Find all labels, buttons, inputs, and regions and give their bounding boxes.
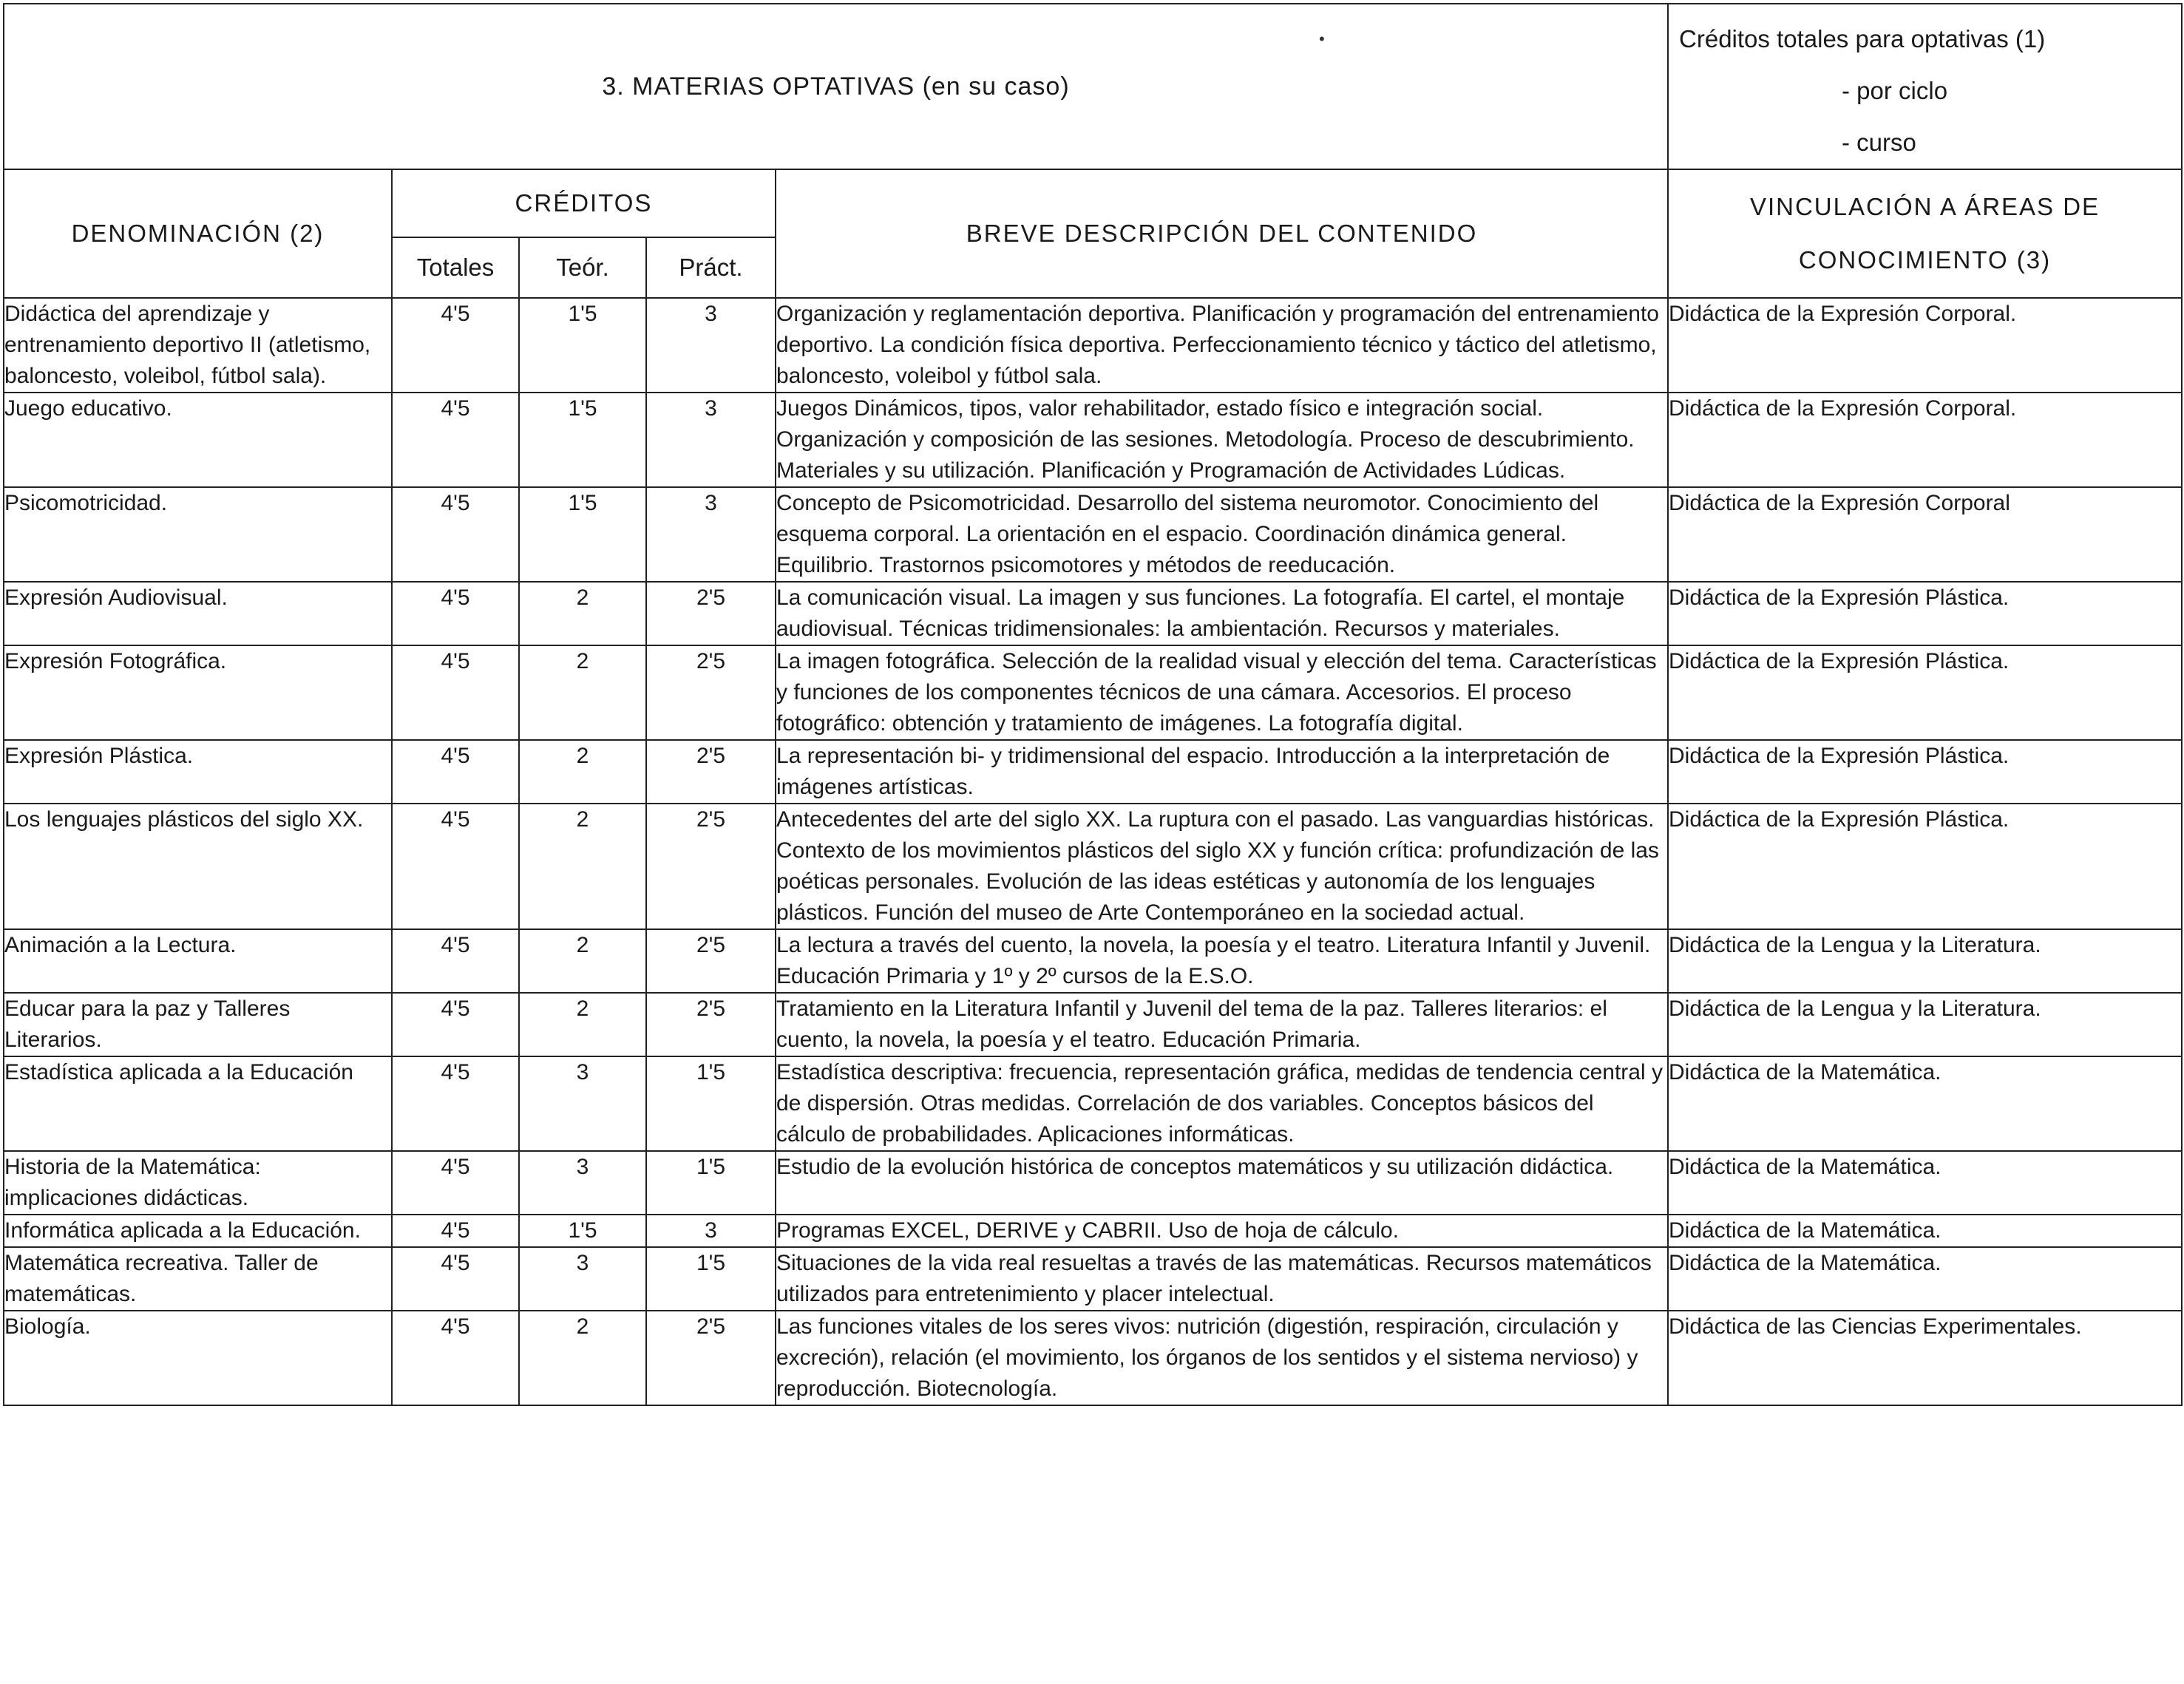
knowledge-area: Didáctica de la Expresión Plástica. (1668, 804, 2182, 929)
subject-description: La lectura a través del cuento, la novela, la poesía y el teatro. Literatura Infantil y Juvenil. Educación Primaria y 1º y 2º cursos de la E.S.O. (776, 929, 1668, 993)
subject-name: Expresión Audiovisual. (4, 582, 392, 645)
table-row (4, 393, 2182, 487)
knowledge-area: Didáctica de la Expresión Corporal. (1668, 393, 2182, 487)
table-row (4, 804, 2182, 929)
credits-total: 4'5 (392, 1247, 519, 1311)
knowledge-area: Didáctica de la Matemática. (1668, 1247, 2182, 1311)
table-row (4, 1215, 2182, 1247)
credits-theory: 1'5 (519, 487, 646, 582)
credits-total: 4'5 (392, 740, 519, 804)
table-row (4, 298, 2182, 393)
subject-name: Expresión Fotográfica. (4, 645, 392, 740)
header-teor: Teór. (519, 237, 646, 298)
credits-theory: 2 (519, 740, 646, 804)
table-row (4, 487, 2182, 582)
table-row (4, 1151, 2182, 1215)
credits-practice: 3 (646, 1215, 776, 1247)
subject-description: Juegos Dinámicos, tipos, valor rehabilitador, estado físico e integración social. Organización y composición de las sesiones. Metodología. Proceso de descubrimiento. Materiales y su utilización. Planificación y Programación de Actividades Lúdicas. (776, 393, 1668, 487)
credits-practice: 2'5 (646, 645, 776, 740)
table-row (4, 645, 2182, 740)
table-row (4, 1247, 2182, 1311)
subject-description: La comunicación visual. La imagen y sus funciones. La fotografía. El cartel, el montaje audiovisual. Técnicas tridimensionales: la ambientación. Recursos y materiales. (776, 582, 1668, 645)
subject-name: Educar para la paz y Talleres Literarios. (4, 993, 392, 1056)
section-title-text: 3. MATERIAS OPTATIVAS (en su caso) (602, 72, 1070, 101)
subject-name: Los lenguajes plásticos del siglo XX. (4, 804, 392, 929)
credits-practice: 2'5 (646, 582, 776, 645)
subject-name: Informática aplicada a la Educación. (4, 1215, 392, 1247)
credits-theory: 1'5 (519, 393, 646, 487)
header-totales: Totales (392, 237, 519, 298)
credits-theory: 1'5 (519, 1215, 646, 1247)
credits-theory: 3 (519, 1056, 646, 1151)
credits-total: 4'5 (392, 645, 519, 740)
subject-name: Psicomotricidad. (4, 487, 392, 582)
knowledge-area: Didáctica de la Expresión Corporal. (1668, 298, 2182, 393)
total-credits-box (1668, 4, 2182, 169)
credits-total: 4'5 (392, 393, 519, 487)
credits-theory: 1'5 (519, 298, 646, 393)
knowledge-area: Didáctica de la Matemática. (1668, 1151, 2182, 1215)
subject-name: Animación a la Lectura. (4, 929, 392, 993)
credits-practice: 3 (646, 393, 776, 487)
scan-mark: • (1319, 30, 1325, 48)
credits-theory: 2 (519, 1311, 646, 1405)
knowledge-area: Didáctica de la Expresión Plástica. (1668, 645, 2182, 740)
header-vinculacion (1668, 169, 2182, 298)
knowledge-area: Didáctica de la Lengua y la Literatura. (1668, 993, 2182, 1056)
credits-practice: 2'5 (646, 1311, 776, 1405)
credits-total: 4'5 (392, 929, 519, 993)
credits-practice: 3 (646, 298, 776, 393)
subject-description: La representación bi- y tridimensional del espacio. Introducción a la interpretación de imágenes artísticas. (776, 740, 1668, 804)
credits-practice: 1'5 (646, 1056, 776, 1151)
per-cycle-label: - por ciclo (1842, 77, 1948, 104)
subject-name: Juego educativo. (4, 393, 392, 487)
credits-total: 4'5 (392, 582, 519, 645)
table-row (4, 1311, 2182, 1405)
header-creditos: CRÉDITOS (392, 169, 776, 237)
header-vinculacion-line2: CONOCIMIENTO (3) (1798, 246, 2052, 274)
subject-description: Las funciones vitales de los seres vivos: nutrición (digestión, respiración, circulación y excreción), relación (el movimiento, los órganos de los sentidos y el sistema nervioso) y reproducción. Biotecnología. (776, 1311, 1668, 1405)
credits-theory: 2 (519, 929, 646, 993)
subject-name: Historia de la Matemática: implicaciones didácticas. (4, 1151, 392, 1215)
credits-practice: 1'5 (646, 1151, 776, 1215)
total-credits-label: Créditos totales para optativas (1) (1679, 25, 2046, 52)
credits-practice: 2'5 (646, 804, 776, 929)
subject-description: Programas EXCEL, DERIVE y CABRII. Uso de hoja de cálculo. (776, 1215, 1668, 1247)
credits-total: 4'5 (392, 1151, 519, 1215)
credits-theory: 2 (519, 804, 646, 929)
optional-subjects-table (3, 3, 2183, 1406)
table-row (4, 929, 2182, 993)
credits-theory: 2 (519, 645, 646, 740)
table-row (4, 582, 2182, 645)
subject-description: Antecedentes del arte del siglo XX. La ruptura con el pasado. Las vanguardias históricas. Contexto de los movimientos plásticos del siglo XX y función crítica: profundización de las poéticas personales. Evolución de las ideas estéticas y autonomía de los lenguajes plásticos. Función del museo de Arte Contemporáneo en la sociedad actual. (776, 804, 1668, 929)
credits-total: 4'5 (392, 298, 519, 393)
credits-total: 4'5 (392, 1215, 519, 1247)
subject-description: Concepto de Psicomotricidad. Desarrollo del sistema neuromotor. Conocimiento del esquema corporal. La orientación en el espacio. Coordinación dinámica general. Equilibrio. Trastornos psicomotores y métodos de reeducación. (776, 487, 1668, 582)
subject-description: La imagen fotográfica. Selección de la realidad visual y elección del tema. Características y funciones de los componentes técnicos de una cámara. Accesorios. El proceso fotográfico: obtención y tratamiento de imágenes. La fotografía digital. (776, 645, 1668, 740)
knowledge-area: Didáctica de la Expresión Plástica. (1668, 582, 2182, 645)
knowledge-area: Didáctica de la Matemática. (1668, 1215, 2182, 1247)
knowledge-area: Didáctica de la Matemática. (1668, 1056, 2182, 1151)
credits-theory: 3 (519, 1151, 646, 1215)
subject-description: Estadística descriptiva: frecuencia, representación gráfica, medidas de tendencia central y de dispersión. Otras medidas. Correlación de dos variables. Conceptos básicos del cálculo de probabilidades. Aplicaciones informáticas. (776, 1056, 1668, 1151)
header-pract: Práct. (646, 237, 776, 298)
credits-theory: 2 (519, 582, 646, 645)
knowledge-area: Didáctica de la Expresión Corporal (1668, 487, 2182, 582)
table-row (4, 993, 2182, 1056)
subject-name: Matemática recreativa. Taller de matemáticas. (4, 1247, 392, 1311)
table-row (4, 1056, 2182, 1151)
credits-total: 4'5 (392, 487, 519, 582)
per-course-label: - curso (1842, 129, 1916, 156)
table-row (4, 740, 2182, 804)
subject-description: Situaciones de la vida real resueltas a través de las matemáticas. Recursos matemáticos utilizados para entretenimiento y placer intelectual. (776, 1247, 1668, 1311)
credits-practice: 2'5 (646, 929, 776, 993)
knowledge-area: Didáctica de la Expresión Plástica. (1668, 740, 2182, 804)
subject-name: Estadística aplicada a la Educación (4, 1056, 392, 1151)
credits-practice: 2'5 (646, 993, 776, 1056)
knowledge-area: Didáctica de la Lengua y la Literatura. (1668, 929, 2182, 993)
credits-total: 4'5 (392, 1311, 519, 1405)
header-vinculacion-line1: VINCULACIÓN A ÁREAS DE (1749, 193, 2100, 220)
credits-total: 4'5 (392, 804, 519, 929)
header-descripcion: BREVE DESCRIPCIÓN DEL CONTENIDO (776, 169, 1668, 298)
credits-total: 4'5 (392, 1056, 519, 1151)
credits-theory: 2 (519, 993, 646, 1056)
subject-name: Biología. (4, 1311, 392, 1405)
title-row (4, 4, 2182, 169)
knowledge-area: Didáctica de las Ciencias Experimentales. (1668, 1311, 2182, 1405)
subject-description: Tratamiento en la Literatura Infantil y Juvenil del tema de la paz. Talleres literarios: el cuento, la novela, la poesía y el teatro. Educación Primaria. (776, 993, 1668, 1056)
subject-name: Didáctica del aprendizaje y entrenamiento deportivo II (atletismo, baloncesto, voleibol, fútbol sala). (4, 298, 392, 393)
subject-description: Organización y reglamentación deportiva. Planificación y programación del entrenamiento deportivo. La condición física deportiva. Perfeccionamiento técnico y táctico del atletismo, baloncesto, voleibol y fútbol sala. (776, 298, 1668, 393)
section-title (4, 4, 1668, 169)
credits-practice: 2'5 (646, 740, 776, 804)
credits-practice: 3 (646, 487, 776, 582)
credits-practice: 1'5 (646, 1247, 776, 1311)
credits-total: 4'5 (392, 993, 519, 1056)
header-denominacion: DENOMINACIÓN (2) (4, 169, 392, 298)
column-header-row (4, 169, 2182, 237)
credits-theory: 3 (519, 1247, 646, 1311)
subject-description: Estudio de la evolución histórica de conceptos matemáticos y su utilización didáctica. (776, 1151, 1668, 1215)
subject-name: Expresión Plástica. (4, 740, 392, 804)
